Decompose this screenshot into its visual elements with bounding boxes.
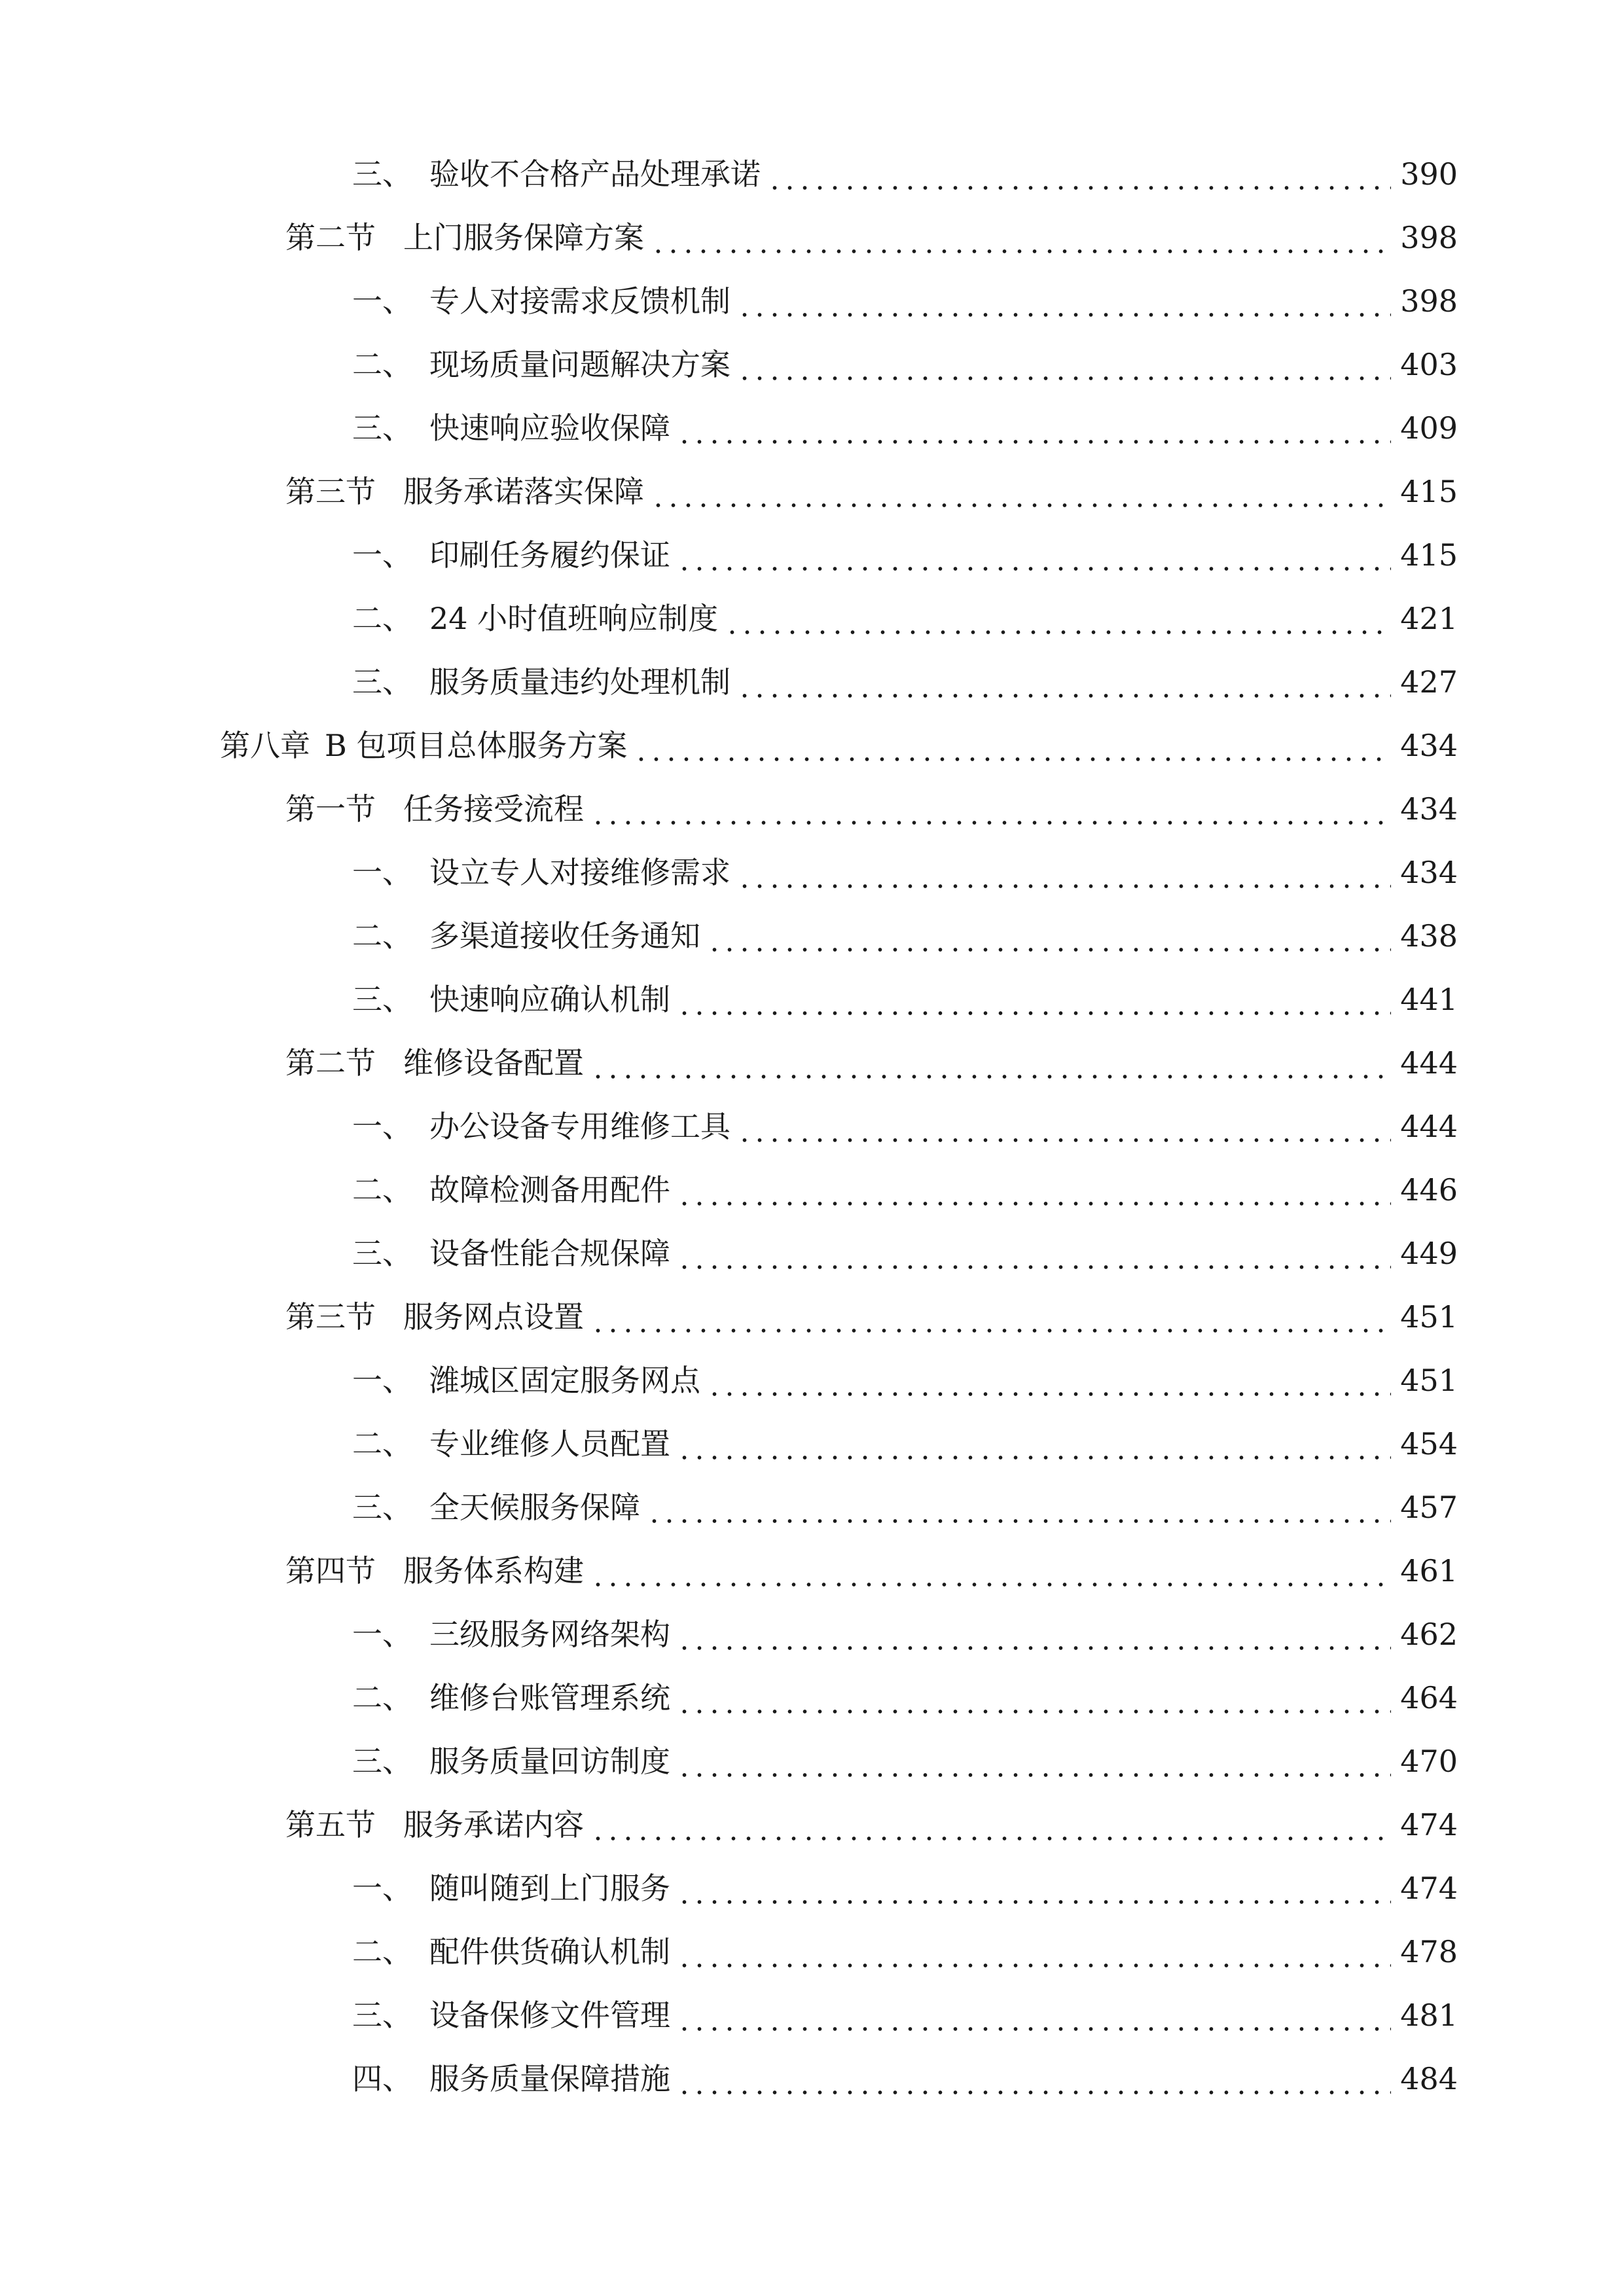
toc-entry-marker: 二、	[352, 1934, 412, 1969]
toc-entry[interactable]	[352, 1862, 1458, 1914]
dot-leader	[677, 2053, 1391, 2105]
toc-entry-title: 服务体系构建	[403, 1553, 584, 1588]
toc-entry[interactable]	[352, 1735, 1458, 1787]
toc-entry[interactable]	[352, 148, 1458, 200]
toc-entry-marker: 第二节	[285, 220, 376, 255]
toc-entry-page: 474	[1400, 1807, 1458, 1842]
toc-entry-page: 403	[1400, 347, 1458, 382]
dot-leader	[677, 1164, 1391, 1216]
toc-entry-marker: 第五节	[285, 1807, 376, 1842]
dot-leader	[677, 1926, 1391, 1978]
toc-entry-page: 434	[1400, 855, 1458, 890]
toc-entry-page: 484	[1400, 2061, 1458, 2096]
toc-entry-marker: 三、	[352, 982, 412, 1017]
toc-entry-title: 服务质量回访制度	[429, 1744, 670, 1779]
dot-leader	[590, 1545, 1391, 1597]
toc-entry-title: 办公设备专用维修工具	[429, 1109, 731, 1144]
dot-leader	[677, 1672, 1391, 1724]
toc-entry-page: 449	[1400, 1236, 1458, 1271]
toc-entry-title: 任务接受流程	[403, 791, 584, 827]
toc-entry-title: 验收不合格产品处理承诺	[429, 156, 761, 192]
dot-leader	[651, 211, 1391, 264]
toc-entry-marker: 一、	[352, 855, 412, 890]
dot-leader	[677, 402, 1391, 454]
toc-entry[interactable]	[285, 783, 1458, 835]
dot-leader	[677, 973, 1391, 1026]
toc-entry[interactable]	[352, 846, 1458, 899]
dot-leader	[737, 338, 1391, 391]
toc-entry[interactable]	[352, 529, 1458, 581]
toc-entry-title: 设备性能合规保障	[429, 1236, 670, 1271]
toc-entry-page: 409	[1400, 410, 1458, 446]
toc-entry[interactable]	[352, 656, 1458, 708]
toc-entry[interactable]	[352, 592, 1458, 645]
dot-leader	[651, 465, 1391, 518]
toc-entry-page: 444	[1400, 1045, 1458, 1081]
dot-leader	[677, 1227, 1391, 1280]
toc-entry-page: 398	[1400, 283, 1458, 319]
toc-entry[interactable]	[352, 1354, 1458, 1407]
toc-entry-title: 专业维修人员配置	[429, 1426, 670, 1462]
toc-entry-title: 印刷任务履约保证	[429, 537, 670, 573]
dot-leader	[590, 1291, 1391, 1343]
toc-entry-title: 随叫随到上门服务	[429, 1871, 670, 1906]
toc-entry-page: 421	[1400, 601, 1458, 636]
toc-entry-marker: 一、	[352, 1617, 412, 1652]
toc-entry-title: 三级服务网络架构	[429, 1617, 670, 1652]
toc-entry-page: 427	[1400, 664, 1458, 700]
toc-entry-marker: 二、	[352, 1680, 412, 1715]
toc-entry-marker: 二、	[352, 1426, 412, 1462]
toc-entry-marker: 三、	[352, 1490, 412, 1525]
toc-entry[interactable]	[352, 338, 1458, 391]
toc-entry-page: 454	[1400, 1426, 1458, 1462]
toc-entry-title: 设立专人对接维修需求	[429, 855, 731, 890]
toc-entry-title: 维修设备配置	[403, 1045, 584, 1081]
toc-entry-marker: 三、	[352, 664, 412, 700]
toc-entry[interactable]	[285, 1799, 1458, 1851]
toc-entry-title: 上门服务保障方案	[403, 220, 644, 255]
toc-entry-page: 461	[1400, 1553, 1458, 1588]
toc-entry-page: 446	[1400, 1172, 1458, 1208]
toc-entry-title: 服务承诺内容	[403, 1807, 584, 1842]
toc-entry-title: 快速响应确认机制	[429, 982, 670, 1017]
dot-leader	[737, 275, 1391, 327]
dot-leader	[707, 910, 1391, 962]
dot-leader	[590, 1799, 1391, 1851]
dot-leader	[725, 592, 1391, 645]
toc-entry[interactable]	[352, 1100, 1458, 1153]
toc-entry[interactable]	[285, 211, 1458, 264]
toc-entry-marker: 第八章	[220, 728, 310, 763]
dot-leader	[737, 656, 1391, 708]
toc-entry-marker: 第三节	[285, 474, 376, 509]
toc-entry-page: 398	[1400, 220, 1458, 255]
toc-entry[interactable]	[352, 973, 1458, 1026]
toc-entry-page: 415	[1400, 537, 1458, 573]
toc-entry-marker: 三、	[352, 1744, 412, 1779]
toc-entry-page: 438	[1400, 918, 1458, 954]
toc-entry-page: 434	[1400, 791, 1458, 827]
toc-entry-title: 潍城区固定服务网点	[429, 1363, 700, 1398]
toc-entry-marker: 三、	[352, 1236, 412, 1271]
toc-entry-page: 390	[1400, 156, 1458, 192]
dot-leader	[737, 846, 1391, 899]
toc-entry-marker: 一、	[352, 1871, 412, 1906]
toc-entry-marker: 三、	[352, 1998, 412, 2033]
toc-entry[interactable]	[352, 1672, 1458, 1724]
toc-entry-marker: 第四节	[285, 1553, 376, 1588]
dot-leader	[677, 1735, 1391, 1787]
toc-entry-marker: 二、	[352, 347, 412, 382]
toc-entry-title: 设备保修文件管理	[429, 1998, 670, 2033]
toc-entry-chapter[interactable]	[220, 719, 1458, 772]
toc-entry-title: 24 小时值班响应制度	[429, 601, 719, 636]
toc-entry-marker: 二、	[352, 1172, 412, 1208]
toc-entry-marker: 第三节	[285, 1299, 376, 1335]
toc-entry-title: 多渠道接收任务通知	[429, 918, 700, 954]
toc-entry-page: 434	[1400, 728, 1458, 763]
toc-entry-page: 441	[1400, 982, 1458, 1017]
toc-entry[interactable]	[352, 1418, 1458, 1470]
dot-leader	[647, 1481, 1391, 1534]
dot-leader	[737, 1100, 1391, 1153]
toc-entry-page: 462	[1400, 1617, 1458, 1652]
toc-entry-page: 464	[1400, 1680, 1458, 1715]
toc-entry-marker: 一、	[352, 1363, 412, 1398]
toc-entry[interactable]	[352, 1608, 1458, 1660]
toc-entry[interactable]	[352, 910, 1458, 962]
toc-entry[interactable]	[352, 1926, 1458, 1978]
toc-entry-marker: 一、	[352, 537, 412, 573]
dot-leader	[677, 1989, 1391, 2041]
toc-entry[interactable]	[352, 402, 1458, 454]
dot-leader	[767, 148, 1391, 200]
toc-entry-title: 全天候服务保障	[429, 1490, 640, 1525]
dot-leader	[707, 1354, 1391, 1407]
toc-entry-marker: 三、	[352, 410, 412, 446]
toc-entry-title: 配件供货确认机制	[429, 1934, 670, 1969]
toc-entry-marker: 一、	[352, 283, 412, 319]
toc-entry-title: 服务承诺落实保障	[403, 474, 644, 509]
toc-entry-page: 451	[1400, 1299, 1458, 1335]
toc-entry-title: 服务质量保障措施	[429, 2061, 670, 2096]
toc-entry-title: 现场质量问题解决方案	[429, 347, 731, 382]
dot-leader	[677, 1862, 1391, 1914]
toc-entry[interactable]	[352, 2053, 1458, 2105]
toc-entry-marker: 四、	[352, 2061, 412, 2096]
dot-leader	[677, 529, 1391, 581]
toc-entry-marker: 二、	[352, 918, 412, 954]
toc-entry-page: 470	[1400, 1744, 1458, 1779]
toc-entry-marker: 三、	[352, 156, 412, 192]
toc-entry[interactable]	[285, 1291, 1458, 1343]
toc-entry-page: 457	[1400, 1490, 1458, 1525]
toc-entry-page: 478	[1400, 1934, 1458, 1969]
toc-entry[interactable]	[352, 1989, 1458, 2041]
toc-entry[interactable]	[352, 1164, 1458, 1216]
toc-entry-title: 服务网点设置	[403, 1299, 584, 1335]
toc-entry-page: 451	[1400, 1363, 1458, 1398]
dot-leader	[634, 719, 1391, 772]
toc-entry-page: 481	[1400, 1998, 1458, 2033]
dot-leader	[677, 1418, 1391, 1470]
toc-entry-title: 专人对接需求反馈机制	[429, 283, 731, 319]
dot-leader	[590, 1037, 1391, 1089]
toc-entry-marker: 第一节	[285, 791, 376, 827]
toc-entry[interactable]	[352, 1227, 1458, 1280]
toc-entry[interactable]	[285, 1037, 1458, 1089]
toc-entry[interactable]	[285, 1545, 1458, 1597]
toc-entry-marker: 第二节	[285, 1045, 376, 1081]
toc-entry[interactable]	[352, 1481, 1458, 1534]
toc-entry[interactable]	[352, 275, 1458, 327]
toc-entry-marker: 一、	[352, 1109, 412, 1144]
dot-leader	[590, 783, 1391, 835]
toc-entry-title: 故障检测备用配件	[429, 1172, 670, 1208]
toc-entry-marker: 二、	[352, 601, 412, 636]
toc-entry-title: 服务质量违约处理机制	[429, 664, 731, 700]
toc-entry-page: 444	[1400, 1109, 1458, 1144]
toc-entry-title: 维修台账管理系统	[429, 1680, 670, 1715]
dot-leader	[677, 1608, 1391, 1660]
toc-entry-page: 415	[1400, 474, 1458, 509]
toc-entry-page: 474	[1400, 1871, 1458, 1906]
toc-entry-title: 快速响应验收保障	[429, 410, 670, 446]
toc-entry[interactable]	[285, 465, 1458, 518]
toc-entry-title: B 包项目总体服务方案	[325, 728, 628, 763]
